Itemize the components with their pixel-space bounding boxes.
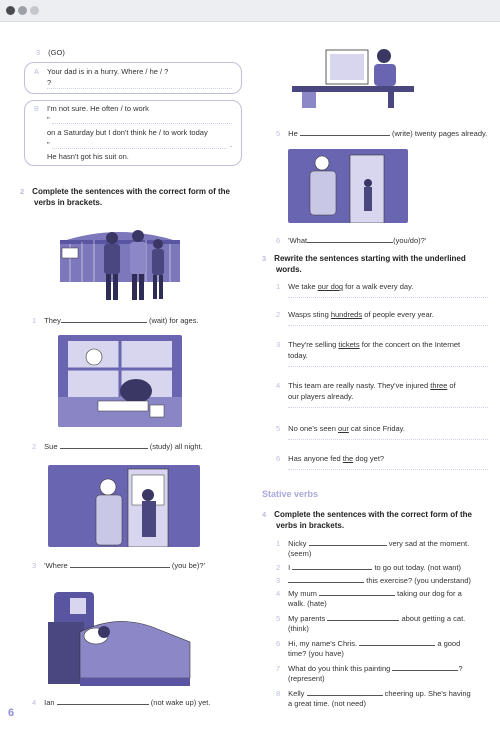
bubble-b-line1: B I'm not sure. He often / to work bbox=[34, 104, 149, 113]
studying-illustration bbox=[58, 335, 182, 427]
exercise-4-item: 6 Hi, my name's Chris. a good bbox=[276, 639, 461, 648]
bubble-b-quote1: " bbox=[47, 115, 50, 124]
minimize-window-icon[interactable] bbox=[18, 6, 27, 15]
exercise-2-item-2: 2 Sue (study) all night. bbox=[32, 442, 203, 451]
exercise-3-heading: 3 Rewrite the sentences starting with the underlined bbox=[262, 254, 466, 263]
bubble-b-line2: on a Saturday but I don't think he / to work today bbox=[47, 128, 208, 137]
answer-blank[interactable] bbox=[292, 562, 372, 570]
sleeping-illustration bbox=[40, 582, 200, 688]
answer-blank[interactable] bbox=[70, 560, 170, 568]
exercise-4-item: 8 Kelly cheering up. She's having bbox=[276, 689, 471, 698]
answer-blank[interactable] bbox=[57, 697, 149, 705]
exercise-2-item-4: 4 Ian (not wake up) yet. bbox=[32, 698, 211, 707]
page-number: 6 bbox=[8, 707, 15, 719]
exercise-4-item: 2 I to go out today. (not want) bbox=[276, 563, 462, 572]
door-illustration bbox=[48, 465, 200, 547]
go-line: 3 (GO) bbox=[36, 48, 65, 57]
exercise-4-item: 1 Nicky very sad at the moment. bbox=[276, 539, 470, 548]
answer-blank[interactable] bbox=[359, 638, 435, 646]
answer-blank[interactable] bbox=[61, 315, 147, 323]
bubble-a-text: A Your dad is in a hurry. Where / he / ? bbox=[34, 67, 169, 76]
exercise-2-heading-cont: verbs in brackets. bbox=[34, 198, 103, 207]
exercise-3-item: 5 No one's seen our cat since Friday. bbox=[276, 424, 405, 433]
bubble-b-line3: He hasn't got his suit on. bbox=[47, 152, 129, 161]
answer-blank[interactable] bbox=[307, 235, 393, 243]
exercise-4-item: 7 What do you think this painting ? bbox=[276, 664, 463, 673]
exercise-3-item-cont: our players already. bbox=[288, 392, 354, 401]
exercise-2-item-3: 3 'Where (you be)?' bbox=[32, 561, 206, 570]
exercise-3-item: 2 Wasps sting hundreds of people every year. bbox=[276, 310, 434, 319]
exercise-2-item-6: 6 'What (you/do)?' bbox=[276, 236, 427, 245]
bubble-b-end: . bbox=[230, 140, 233, 149]
bubble-b-quote2: " bbox=[47, 140, 50, 149]
exercise-4-item-cont: (seem) bbox=[288, 549, 312, 558]
answer-line bbox=[288, 297, 488, 298]
answer-line bbox=[288, 439, 488, 440]
exercise-2-heading: 2 Complete the sentences with the correct form of the bbox=[20, 187, 230, 196]
waiting-people-illustration bbox=[60, 222, 180, 304]
exercise-3-item: 4 This team are really nasty. They've injured three of bbox=[276, 381, 456, 390]
answer-line bbox=[52, 148, 227, 149]
exercise-3-item-cont: today. bbox=[288, 351, 308, 360]
bubble-a-answer: ? bbox=[47, 78, 52, 87]
answer-line bbox=[288, 407, 488, 408]
exercise-4-item-cont: a great time. (not need) bbox=[288, 699, 366, 708]
answer-blank[interactable] bbox=[319, 588, 395, 596]
exercise-4-heading-cont: verbs in brackets. bbox=[276, 521, 345, 530]
computer-illustration bbox=[292, 44, 414, 110]
exercise-4-item-cont: (represent) bbox=[288, 674, 325, 683]
answer-blank[interactable] bbox=[300, 128, 390, 136]
exercise-3-item: 3 They're selling tickets for the concert on the Internet bbox=[276, 340, 461, 349]
answer-blank[interactable] bbox=[309, 538, 387, 546]
exercise-4-item-cont: walk. (hate) bbox=[288, 599, 327, 608]
close-window-icon[interactable] bbox=[6, 6, 15, 15]
answer-line bbox=[288, 366, 488, 367]
window-titlebar bbox=[0, 0, 500, 22]
exercise-3-item: 6 Has anyone fed the dog yet? bbox=[276, 454, 385, 463]
exercise-4-item-cont: time? (you have) bbox=[288, 649, 344, 658]
answer-blank[interactable] bbox=[392, 663, 458, 671]
answer-line bbox=[52, 123, 232, 124]
exercise-4-item: 3 this exercise? (you understand) bbox=[276, 576, 471, 585]
answer-line bbox=[47, 88, 232, 89]
answer-line bbox=[288, 469, 488, 470]
doorway-illustration bbox=[288, 149, 408, 223]
exercise-2-item-5: 5 He (write) twenty pages already. bbox=[276, 129, 488, 138]
section-title-stative-verbs: Stative verbs bbox=[262, 489, 319, 499]
exercise-4-item-cont: (think) bbox=[288, 624, 309, 633]
exercise-4-item: 5 My parents about getting a cat. bbox=[276, 614, 466, 623]
answer-blank[interactable] bbox=[288, 575, 364, 583]
exercise-3-item: 1 We take our dog for a walk every day. bbox=[276, 282, 414, 291]
exercise-3-heading-cont: words. bbox=[276, 265, 302, 274]
exercise-2-item-1: 1 They (wait) for ages. bbox=[32, 316, 199, 325]
maximize-window-icon[interactable] bbox=[30, 6, 39, 15]
answer-line bbox=[288, 325, 488, 326]
exercise-4-heading: 4 Complete the sentences with the correct form of the bbox=[262, 510, 472, 519]
answer-blank[interactable] bbox=[60, 441, 148, 449]
answer-blank[interactable] bbox=[327, 613, 399, 621]
answer-blank[interactable] bbox=[307, 688, 383, 696]
exercise-4-item: 4 My mum taking our dog for a bbox=[276, 589, 462, 598]
